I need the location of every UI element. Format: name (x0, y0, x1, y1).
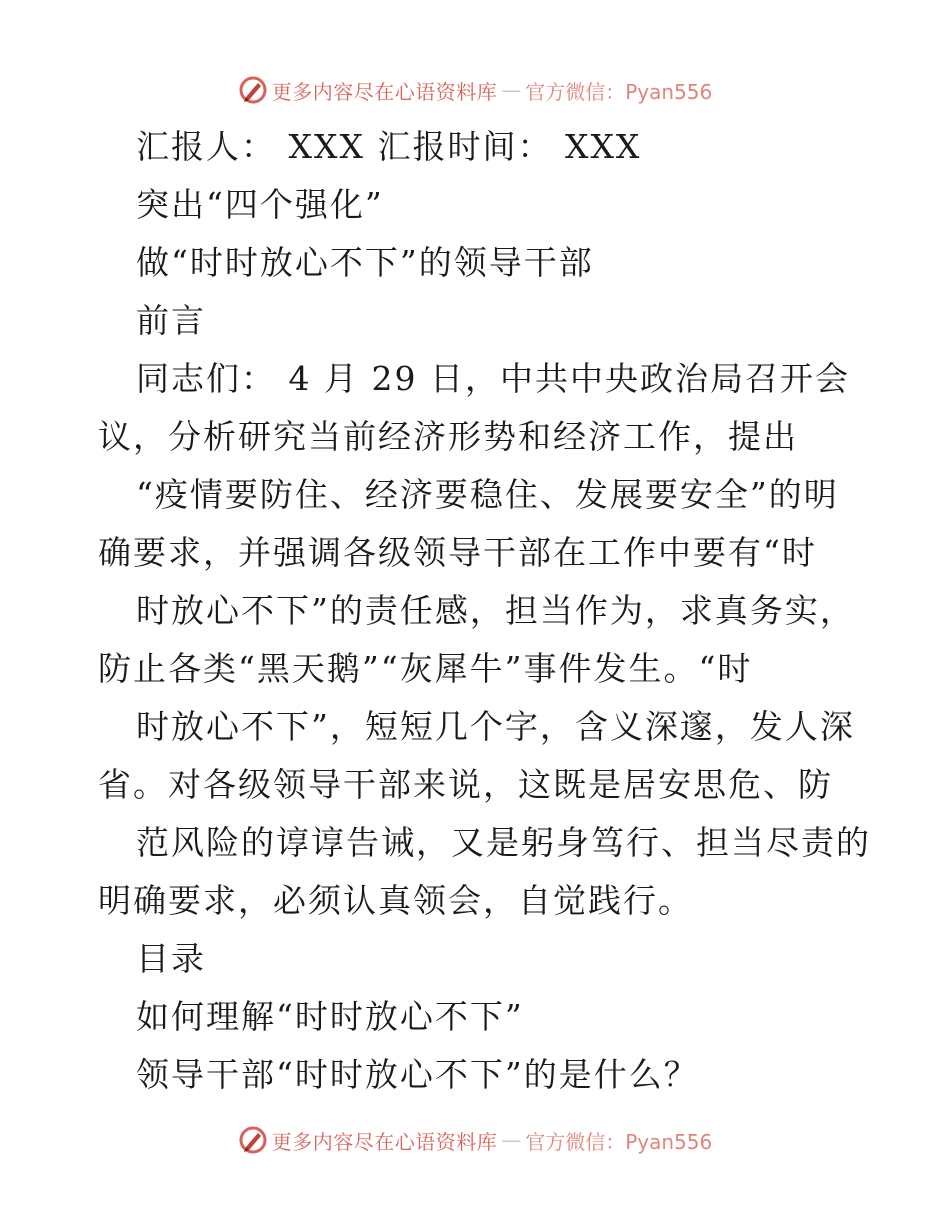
paragraph-line: 省。对各级领导干部来说，这既是居安思危、防 (98, 765, 833, 804)
watermark-contact: 官方微信：Pyan556 (525, 79, 713, 104)
paragraph-line: 议，分析研究当前经济形势和经济工作，提出 (98, 417, 798, 456)
reporter-line: 汇报人： XXX 汇报时间： XXX (136, 127, 642, 166)
paragraph-line: 明确要求，必须认真领会，自觉践行。 (98, 881, 693, 920)
paragraph-line: 同志们： 4 月 29 日，中共中央政治局召开会 (136, 359, 850, 398)
title-line: 做“时时放心不下”的领导干部 (136, 243, 594, 282)
paragraph-line: 范风险的谆谆告诫，又是躬身笃行、担当尽责的 (136, 823, 871, 862)
header-watermark (0, 70, 950, 110)
section-heading-preface: 前言 (136, 301, 206, 340)
footer-watermark (0, 1120, 950, 1160)
watermark-contact: 官方微信：Pyan556 (525, 1129, 713, 1154)
watermark-text: 更多内容尽在心语资料库 (271, 79, 498, 104)
heading-line: 突出“四个强化” (136, 185, 384, 224)
section-heading-toc: 目录 (136, 939, 206, 978)
toc-item: 领导干部“时时放心不下”的是什么？ (136, 1055, 699, 1094)
pen-logo-icon (238, 75, 268, 105)
toc-item: 如何理解“时时放心不下” (136, 997, 524, 1036)
paragraph-line: “疫情要防住、经济要稳住、发展要安全”的明 (136, 475, 839, 514)
watermark-dash: — (501, 1128, 522, 1152)
paragraph-line: 时放心不下”的责任感，担当作为，求真务实， (136, 591, 855, 630)
watermark-text: 更多内容尽在心语资料库 (271, 1129, 498, 1154)
watermark-dash: — (501, 78, 522, 102)
pen-logo-icon (238, 1125, 268, 1155)
paragraph-line: 时放心不下”，短短几个字，含义深邃，发人深 (136, 707, 855, 746)
paragraph-line: 防止各类“黑天鹅”“灰犀牛”事件发生。“时 (98, 649, 753, 688)
paragraph-line: 确要求，并强调各级领导干部在工作中要有“时 (98, 533, 817, 572)
